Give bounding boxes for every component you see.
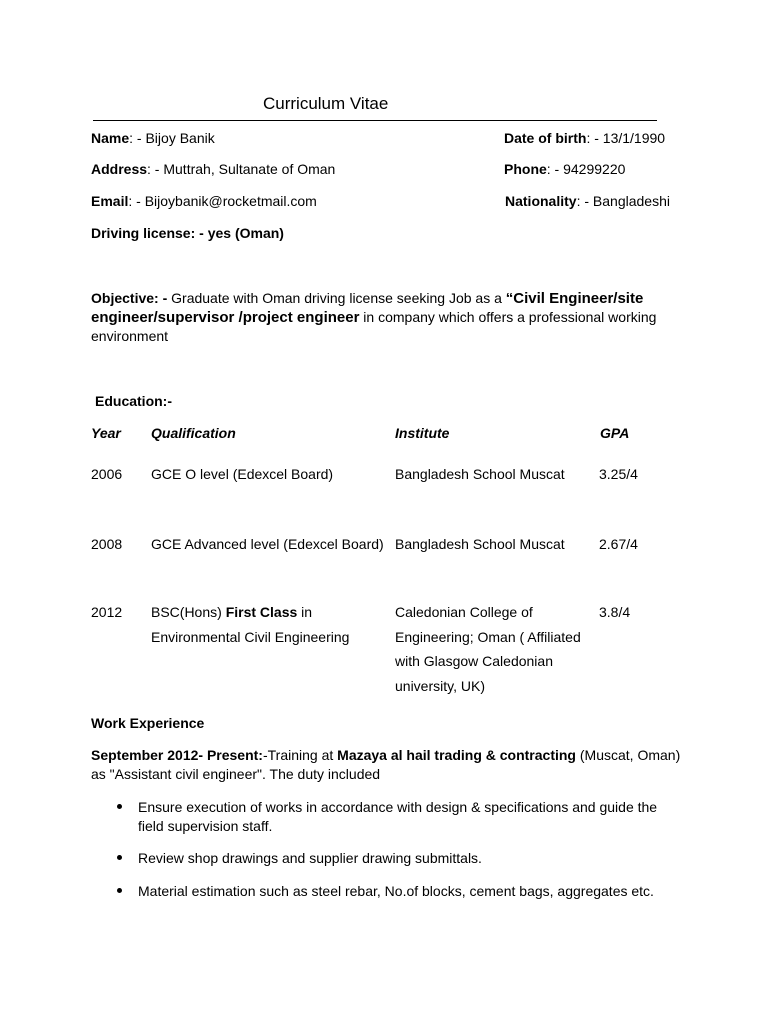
education-heading: Education:- (95, 393, 172, 409)
education-row-1-institute: Bangladesh School Muscat (395, 466, 565, 482)
bullet-1-dot (117, 804, 122, 809)
phone-value: : - 94299220 (546, 161, 626, 177)
institute-line-1: Caledonian College of (395, 604, 533, 620)
education-row-3-year: 2012 (91, 604, 123, 620)
objective-role: “Civil Engineer/site engineer/supervisor /project engineer (91, 290, 644, 326)
col-header-gpa: GPA (600, 425, 630, 441)
col-header-year: Year (91, 425, 121, 441)
education-row-2-year: 2008 (91, 536, 123, 552)
work-period: September 2012- Present: (91, 747, 263, 763)
education-row-3-institute (395, 600, 581, 698)
objective-text-2: in company which offers a professional working environment (91, 309, 657, 344)
objective-paragraph (91, 289, 676, 346)
nationality-label: Nationality (505, 193, 577, 209)
work-company: Mazaya al hail trading & contracting (337, 747, 576, 763)
title-underline (93, 120, 657, 121)
education-row-2-institute: Bangladesh School Muscat (395, 536, 565, 552)
qualification-pre: BSC(Hons) (151, 604, 226, 620)
col-header-qualification: Qualification (151, 425, 236, 441)
work-paragraph (91, 746, 691, 784)
work-text-2: (Muscat, Oman) as "Assistant civil engineer". The duty included (91, 747, 681, 782)
education-row-2-qualification: GCE Advanced level (Edexcel Board) (151, 536, 384, 552)
name-value: : - Bijoy Banik (129, 130, 215, 146)
address-line (91, 160, 335, 178)
qualification-line-2: Environmental Civil Engineering (151, 628, 350, 645)
address-value: : - Muttrah, Sultanate of Oman (147, 161, 336, 177)
work-heading: Work Experience (91, 715, 205, 731)
dob-line (504, 129, 665, 147)
phone-label: Phone (504, 161, 547, 177)
bullet-2-text: Review shop drawings and supplier drawing submittals. (138, 850, 482, 866)
bullet-2-dot (117, 855, 122, 860)
dob-label: Date of birth (504, 130, 587, 146)
nationality-value: : - Bangladeshi (576, 193, 670, 209)
bullet-3-dot (117, 888, 122, 893)
col-header-institute: Institute (395, 425, 450, 441)
bullet-1-text: Ensure execution of works in accordance with design & specifications and guide the field supervision staff. (138, 799, 658, 834)
objective-text-1: Graduate with Oman driving license seeking Job as a (167, 290, 506, 306)
nationality-line (505, 192, 670, 210)
education-row-1-year: 2006 (91, 466, 123, 482)
email-value: : - Bijoybanik@rocketmail.com (128, 193, 317, 209)
qualification-bold: First Class (225, 604, 298, 620)
education-row-1-qualification: GCE O level (Edexcel Board) (151, 466, 334, 482)
email-line (91, 192, 317, 210)
education-row-3-gpa: 3.8/4 (599, 604, 631, 620)
name-line (91, 129, 215, 147)
bullet-3-text: Material estimation such as steel rebar, No.of blocks, cement bags, aggregates etc. (138, 883, 654, 899)
institute-line-4: university, UK) (395, 677, 485, 694)
email-label: Email (91, 193, 129, 209)
institute-line-3: with Glasgow Caledonian (395, 653, 553, 669)
work-text-1: -Training at (262, 747, 338, 763)
education-row-2-gpa: 2.67/4 (599, 536, 638, 552)
dob-value: : - 13/1/1990 (586, 130, 666, 146)
institute-line-2: Engineering; Oman ( Affiliated (395, 628, 581, 645)
objective-label: Objective: - (91, 290, 168, 306)
education-row-1-gpa: 3.25/4 (599, 466, 638, 482)
address-label: Address (91, 161, 148, 177)
name-label: Name (91, 130, 130, 146)
document-title: Curriculum Vitae (263, 94, 389, 113)
education-row-3-qualification (151, 600, 349, 649)
driving-license: Driving license: - yes (Oman) (91, 225, 284, 241)
qualification-post: in (297, 604, 313, 620)
phone-line (504, 160, 625, 178)
